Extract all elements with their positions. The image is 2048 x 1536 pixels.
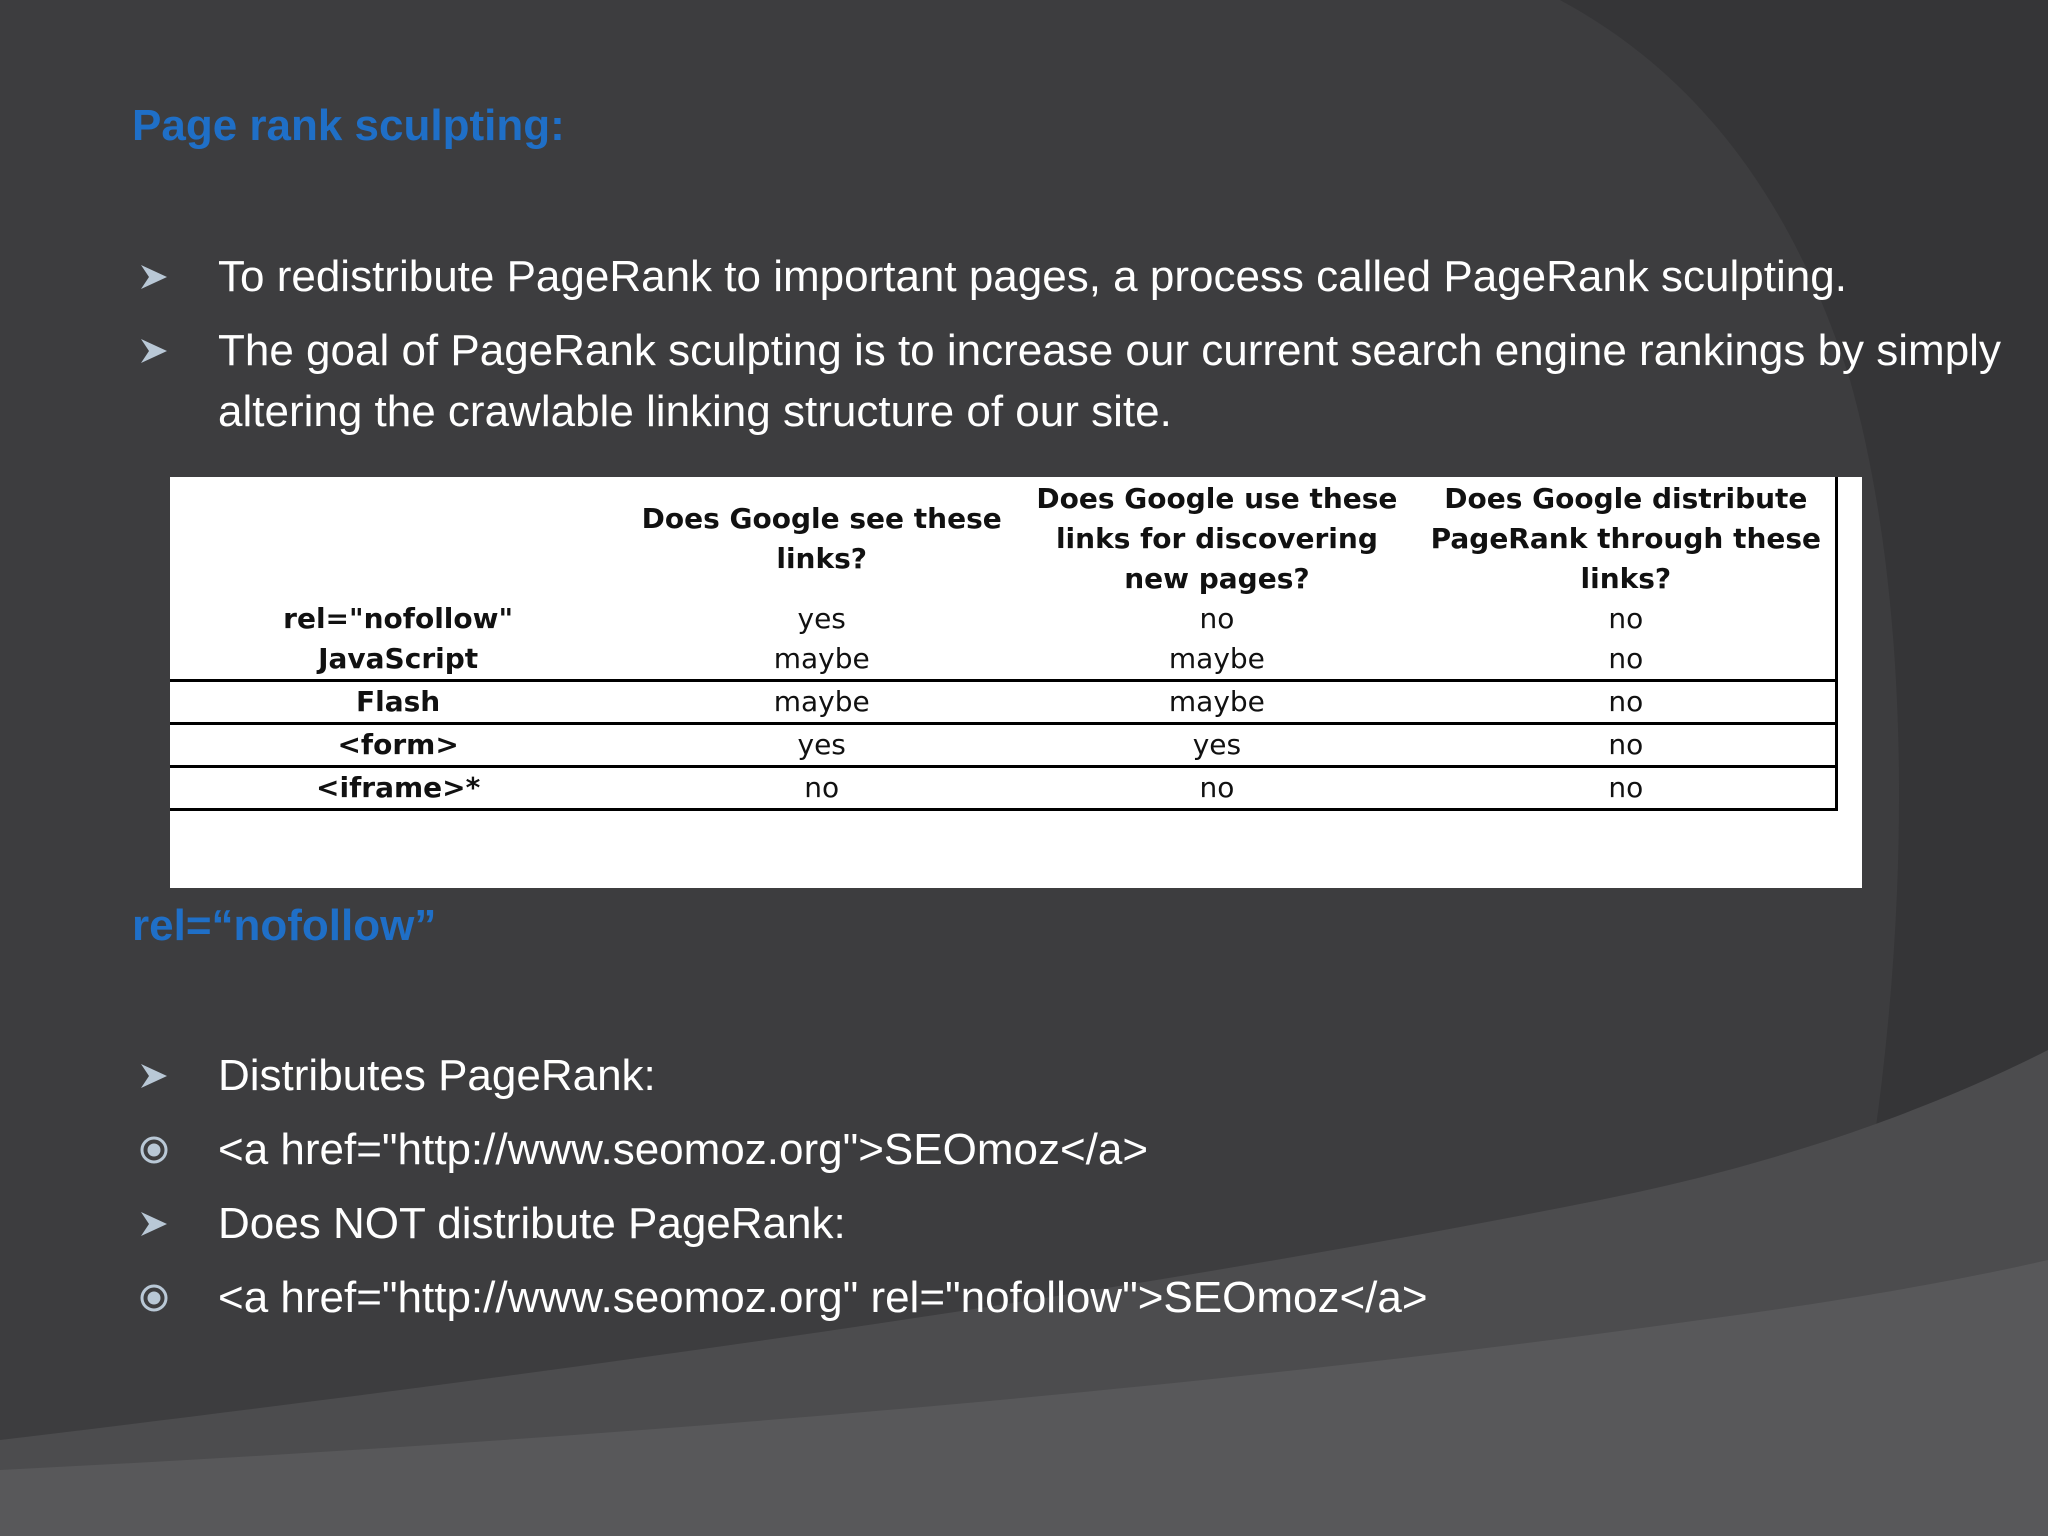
table-header-cell xyxy=(170,477,626,599)
arrowhead-bullet-icon xyxy=(134,1045,174,1106)
table-header-cell: Does Google see these links? xyxy=(641,502,1002,575)
comparison-table-image xyxy=(170,477,1862,888)
circle-dot-bullet-icon xyxy=(134,1119,174,1180)
code-bullet-list xyxy=(132,1045,2012,1341)
table-row-label: Flash xyxy=(170,681,626,724)
table-row xyxy=(170,767,1837,810)
arrowhead-bullet-icon xyxy=(134,1193,174,1254)
table-header-cell: Does Google use these links for discovering new pages? xyxy=(1036,482,1398,595)
table-cell: yes xyxy=(626,724,1017,767)
bullet-item xyxy=(132,1267,2012,1328)
table-cell: no xyxy=(1417,724,1837,767)
table-cell: maybe xyxy=(626,681,1017,724)
bullet-text: <a href="http://www.seomoz.org">SEOmoz</a> xyxy=(218,1125,1149,1174)
bullet-item xyxy=(132,1045,2012,1106)
arrowhead-bullet-icon xyxy=(134,246,174,307)
intro-bullet-list xyxy=(132,246,2012,455)
table-cell: no xyxy=(1199,602,1235,635)
table-row-label: <form> xyxy=(170,724,626,767)
link-comparison-table xyxy=(170,477,1838,811)
table-cell: no xyxy=(1417,599,1837,639)
table-cell: no xyxy=(626,767,1017,810)
table-cell: maybe xyxy=(1168,642,1265,675)
bullet-text: To redistribute PageRank to important pages, a process called PageRank sculpting. xyxy=(218,252,1847,301)
bullet-item xyxy=(132,1193,2012,1254)
table-header-row xyxy=(170,477,1837,599)
bullet-item xyxy=(132,246,2012,307)
table-row-label: JavaScript xyxy=(318,642,479,675)
section-subtitle: rel=“nofollow” xyxy=(132,901,437,950)
bullet-item xyxy=(132,320,2012,442)
table-cell: maybe xyxy=(1017,681,1417,724)
bullet-text: Distributes PageRank: xyxy=(218,1051,656,1100)
arrowhead-bullet-icon xyxy=(134,320,174,381)
table-cell: maybe xyxy=(773,642,870,675)
table-row xyxy=(170,639,1837,681)
table-row-label: rel="nofollow" xyxy=(283,602,514,635)
table-cell: no xyxy=(1417,681,1837,724)
table-row xyxy=(170,681,1837,724)
circle-dot-bullet-icon xyxy=(134,1267,174,1328)
table-header-cell: Does Google distribute PageRank through these links? xyxy=(1417,477,1837,599)
bullet-text: The goal of PageRank sculpting is to increase our current search engine rankings by simply altering the crawlable linking structure of our site. xyxy=(218,326,2001,436)
bullet-text: <a href="http://www.seomoz.org" rel="nofollow">SEOmoz</a> xyxy=(218,1273,1428,1322)
table-cell: no xyxy=(1417,767,1837,810)
table-row-label: <iframe>* xyxy=(170,767,626,810)
table-cell: no xyxy=(1017,767,1417,810)
table-cell: no xyxy=(1417,639,1837,681)
table-row xyxy=(170,599,1837,639)
bullet-text: Does NOT distribute PageRank: xyxy=(218,1199,846,1248)
table-row xyxy=(170,724,1837,767)
bullet-item xyxy=(132,1119,2012,1180)
table-cell: yes xyxy=(797,602,846,635)
slide-title: Page rank sculpting: xyxy=(132,101,565,150)
table-cell: yes xyxy=(1017,724,1417,767)
